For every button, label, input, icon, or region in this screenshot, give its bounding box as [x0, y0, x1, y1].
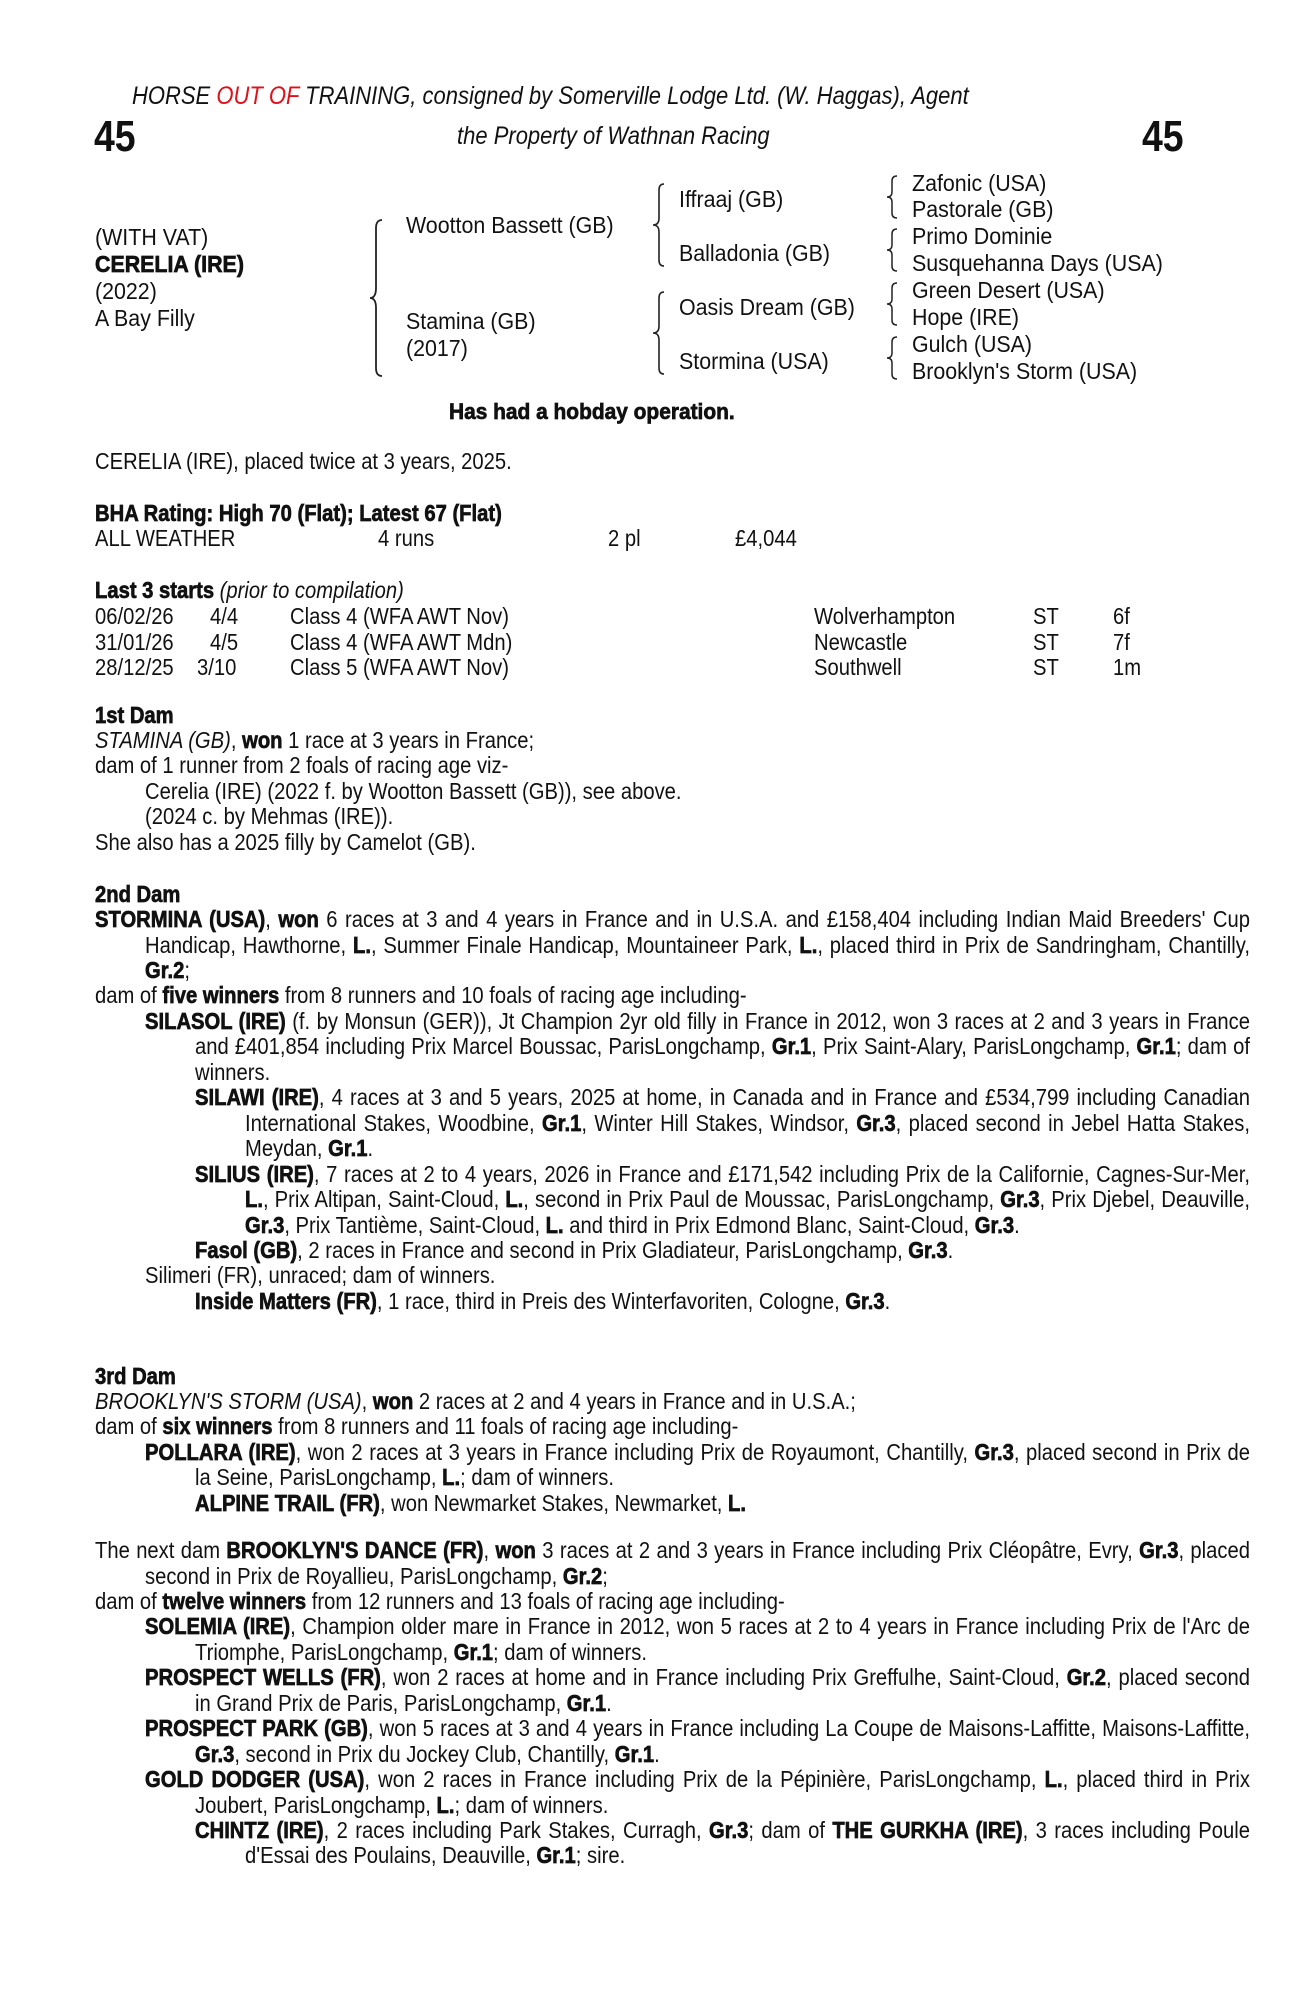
text-run: ; dam of winners. — [493, 1638, 647, 1665]
bold-text-run: Gr.1 — [542, 1109, 582, 1136]
bold-text-run: twelve winners — [162, 1587, 307, 1614]
g3-brace-icon — [886, 227, 902, 273]
text-run: , 2 races including Park Stakes, Curragh, — [323, 1816, 710, 1843]
bold-text-run: Gr.1 — [1136, 1033, 1176, 1060]
text-run: , Prix Tantième, Saint-Cloud, — [284, 1211, 546, 1238]
pedigree-paragraph — [145, 1614, 1250, 1665]
text-run: from 8 runners and 11 foals of racing age including- — [272, 1413, 739, 1440]
text-run: ; dam of winners. — [454, 1791, 609, 1818]
bold-text-run: STORMINA (USA) — [95, 906, 266, 932]
text-run: , — [361, 1388, 373, 1414]
bold-text-run: Gr.2 — [562, 1562, 603, 1589]
text-run: ; — [184, 957, 190, 983]
bold-text-run: Gr.3 — [1000, 1186, 1040, 1212]
pedigree-paragraph — [95, 907, 1250, 984]
start-race: Class 4 (WFA AWT Mdn) — [290, 628, 513, 655]
text-run: dam of — [95, 1413, 163, 1440]
bold-text-run: L. — [436, 1791, 455, 1818]
text-run: , 7 races at 2 to 4 years, 2026 in France and £171,542 including Prix de la Californie, Cagnes-Sur-Mer, — [313, 1160, 1250, 1187]
text-run: , Summer Finale Handicap, Mountaineer Park, — [370, 931, 800, 958]
last-starts-title: Last 3 starts — [95, 577, 215, 603]
last-starts-subtitle: (prior to compilation) — [219, 577, 404, 603]
race-summary: CERELIA (IRE), placed twice at 3 years, 2025. — [95, 448, 512, 474]
pedigree-brace-icon — [368, 218, 388, 378]
pedigree-g3-2: Pastorale (GB) — [912, 196, 1054, 222]
bold-text-run: Gr.3 — [974, 1438, 1014, 1465]
start-course: Newcastle — [814, 628, 908, 655]
text-run: 2 races at 2 and 4 years in France and in U.S.A.; — [413, 1388, 856, 1414]
bold-text-run: Gr.2 — [1066, 1664, 1107, 1691]
start-going: ST — [1033, 628, 1059, 655]
pedigree-paragraph — [95, 830, 1200, 856]
bold-text-run: Gr.1 — [328, 1135, 368, 1162]
text-run: 3 races at 2 and 3 years in France including Prix Cléopâtre, Evry, — [535, 1537, 1140, 1563]
bold-text-run: won — [278, 906, 319, 932]
pedigree-paragraph — [145, 779, 1200, 805]
text-run: dam of — [95, 1587, 163, 1614]
pedigree-paragraph — [145, 1009, 1250, 1086]
last-starts-heading — [95, 577, 404, 604]
bold-text-run: Gr.1 — [771, 1033, 812, 1060]
text-run: ; dam of winners. — [194, 1033, 1250, 1085]
start-dist: 1m — [1113, 654, 1142, 680]
text-run: , placed third in Prix Joubert, ParisLongchamp, — [194, 1766, 1250, 1818]
pedigree-g3-7: Gulch (USA) — [912, 331, 1033, 357]
pedigree-paragraph — [95, 1589, 1200, 1615]
record-earnings: £4,044 — [735, 525, 797, 551]
text-run: , 4 races at 3 and 5 years, 2025 at home, in Canada and in France and £534,799 including Canadian International Stakes, Woodbine, — [244, 1084, 1250, 1136]
text-run: , — [265, 906, 279, 932]
italic-text-run: STAMINA (GB) — [95, 727, 231, 753]
text-run: , second in Prix Paul de Moussac, ParisLongchamp, — [523, 1186, 1001, 1212]
text-run: , placed second in Prix de Royallieu, ParisLongchamp, — [144, 1537, 1250, 1589]
pedigree-paragraph — [195, 1085, 1250, 1162]
bold-text-run: L. — [505, 1186, 524, 1212]
text-run: Cerelia (IRE) (2022 f. by Wootton Bassett (GB)), see above. — [145, 777, 682, 804]
pedigree-paragraph — [145, 1767, 1250, 1818]
text-run: , won 2 races in France including Prix de la Pépinière, ParisLongchamp, — [364, 1766, 1045, 1793]
bold-text-run: L. — [799, 931, 818, 958]
pedigree-paragraph — [145, 1665, 1250, 1716]
g3-brace-icon — [886, 281, 902, 327]
text-run: . — [947, 1236, 954, 1263]
pedigree-paragraph — [145, 1716, 1250, 1767]
text-run: from 8 runners and 10 foals of racing age including- — [279, 982, 747, 1009]
catalogue-header-consignor — [132, 82, 969, 111]
bold-text-run: Gr.3 — [974, 1211, 1015, 1238]
bold-text-run: Gr.1 — [453, 1638, 494, 1665]
bold-text-run: Gr.3 — [845, 1287, 885, 1314]
pedigree-sire-dam: Balladonia (GB) — [679, 240, 830, 266]
text-run: and third in Prix Edmond Blanc, Saint-Cloud, — [563, 1211, 975, 1238]
bold-text-run: Gr.3 — [709, 1816, 749, 1843]
text-run: 6 races at 3 and 4 years in France and in U.S.A. and £158,404 including Indian Maid Breeders' Cup Handicap, Hawthorne, — [144, 906, 1251, 958]
text-run: 1 race at 3 years in France; — [282, 727, 535, 753]
text-run: The next dam — [95, 1537, 227, 1563]
pedigree-g3-6: Hope (IRE) — [912, 304, 1019, 330]
text-run: ; sire. — [575, 1842, 626, 1869]
lot-number-right: 45 — [1142, 112, 1184, 161]
bold-text-run: L. — [442, 1464, 461, 1491]
text-run: , second in Prix du Jockey Club, Chantilly, — [234, 1740, 615, 1767]
start-race: Class 5 (WFA AWT Nov) — [290, 654, 509, 680]
pedigree-paragraph — [195, 1818, 1250, 1869]
italic-text-run: TRAINING, consigned by Somerville Lodge Ltd. (W. Haggas), Agent — [299, 82, 969, 110]
start-pos: 4/5 — [210, 628, 239, 655]
text-run: , Winter Hill Stakes, Windsor, — [581, 1109, 857, 1136]
vat-status: (WITH VAT) — [95, 224, 209, 250]
pedigree-paragraph — [95, 1414, 1200, 1440]
text-run: , won 5 races at 3 and 4 years in France including La Coupe de Maisons-Laffitte, Maisons-Laffitte, — [367, 1715, 1250, 1742]
bold-text-run: won — [372, 1388, 414, 1414]
bold-text-run: SILASOL (IRE) — [145, 1007, 286, 1034]
text-run: dam of 1 runner from 2 foals of racing age viz- — [95, 752, 509, 779]
pedigree-paragraph — [195, 1162, 1250, 1239]
record-surface: ALL WEATHER — [95, 525, 236, 551]
start-date: 31/01/26 — [95, 628, 174, 655]
bold-text-run: L. — [728, 1489, 747, 1516]
start-course: Southwell — [814, 654, 902, 680]
bold-text-run: L. — [244, 1186, 263, 1212]
text-run: , Prix Djebel, Deauville, — [1039, 1186, 1250, 1212]
pedigree-paragraph — [95, 1538, 1250, 1589]
bold-text-run: GOLD DODGER (USA) — [145, 1766, 365, 1793]
dam2-heading: 2nd Dam — [95, 881, 181, 907]
pedigree-g3-1: Zafonic (USA) — [912, 170, 1047, 196]
text-run: , placed third in Prix de Sandringham, Chantilly, — [817, 931, 1250, 958]
pedigree-g3-5: Green Desert (USA) — [912, 277, 1105, 303]
record-placed: 2 pl — [608, 525, 641, 551]
start-date: 28/12/25 — [95, 654, 174, 680]
bold-text-run: L. — [352, 931, 371, 958]
bold-text-run: ALPINE TRAIL (FR) — [195, 1489, 380, 1516]
bold-text-run: Gr.1 — [566, 1689, 607, 1716]
text-run: from 12 runners and 13 foals of racing age including- — [306, 1587, 785, 1614]
text-run: ; dam of winners. — [460, 1464, 615, 1491]
text-run: , placed second in Jebel Hatta Stakes, Meydan, — [244, 1109, 1250, 1162]
bold-text-run: PROSPECT PARK (GB) — [145, 1715, 368, 1742]
pedigree-paragraph — [145, 804, 1200, 830]
start-dist: 6f — [1113, 603, 1130, 629]
pedigree-paragraph — [95, 1389, 1200, 1415]
g3-brace-icon — [886, 335, 902, 381]
dam3-heading: 3rd Dam — [95, 1363, 176, 1389]
pedigree-dam-year: (2017) — [406, 335, 468, 361]
bold-text-run: five winners — [162, 982, 280, 1009]
text-run: . — [654, 1740, 660, 1767]
catalogue-header-property: the Property of Wathnan Racing — [457, 122, 770, 150]
bold-text-run: L. — [545, 1211, 564, 1238]
start-course: Wolverhampton — [814, 603, 956, 629]
pedigree-dam-sire: Oasis Dream (GB) — [679, 294, 855, 320]
bold-text-run: won — [242, 727, 283, 753]
text-run: , won 2 races at 3 years in France including Prix de Royaumont, Chantilly, — [295, 1438, 975, 1465]
text-run: , won Newmarket Stakes, Newmarket, — [379, 1489, 729, 1516]
record-runs: 4 runs — [378, 525, 435, 551]
bold-text-run: Fasol (GB) — [195, 1236, 298, 1263]
bold-text-run: Gr.3 — [244, 1211, 285, 1238]
start-pos: 4/4 — [210, 603, 239, 629]
bold-text-run: Gr.1 — [614, 1740, 655, 1767]
pedigree-paragraph — [145, 1440, 1250, 1491]
pedigree-dam: Stamina (GB) — [406, 308, 536, 334]
bold-text-run: THE GURKHA (IRE) — [832, 1816, 1023, 1843]
text-run: , Prix Altipan, Saint-Cloud, — [262, 1186, 506, 1212]
text-run: , won 2 races at home and in France including Prix Greffulhe, Saint-Cloud, — [380, 1664, 1067, 1691]
pedigree-paragraph — [95, 753, 1200, 779]
text-run: ; dam of — [748, 1816, 833, 1843]
horse-name: CERELIA (IRE) — [95, 251, 244, 277]
horse-year: (2022) — [95, 278, 157, 304]
start-going: ST — [1033, 654, 1059, 680]
bold-text-run: L. — [1044, 1766, 1063, 1793]
bold-text-run: CHINTZ (IRE) — [195, 1816, 324, 1843]
bold-text-run: Inside Matters (FR) — [195, 1287, 377, 1314]
text-run: . — [606, 1689, 612, 1716]
g3-brace-icon — [886, 174, 902, 220]
text-run: . — [884, 1287, 891, 1314]
text-run: , — [230, 727, 243, 753]
bha-rating: BHA Rating: High 70 (Flat); Latest 67 (Flat) — [95, 500, 502, 526]
text-run: (2024 c. by Mehmas (IRE)). — [145, 803, 394, 830]
pedigree-paragraph — [95, 983, 1200, 1009]
text-run: , placed second in Grand Prix de Paris, ParisLongchamp, — [194, 1664, 1250, 1716]
hobday-note: Has had a hobday operation. — [449, 399, 735, 424]
italic-text-run: HORSE — [132, 82, 217, 110]
text-run: , 1 race, third in Preis des Winterfavoriten, Cologne, — [376, 1287, 846, 1314]
italic-text-run: OUT OF — [216, 82, 300, 110]
bold-text-run: won — [495, 1537, 536, 1563]
text-run: , Prix Saint-Alary, ParisLongchamp, — [811, 1033, 1137, 1060]
pedigree-sire-sire: Iffraaj (GB) — [679, 186, 784, 212]
bold-text-run: Gr.3 — [1139, 1537, 1179, 1563]
pedigree-sire: Wootton Bassett (GB) — [406, 212, 614, 238]
text-run: , 2 races in France and second in Prix Gladiateur, ParisLongchamp, — [297, 1236, 909, 1263]
bold-text-run: SOLEMIA (IRE) — [145, 1613, 291, 1640]
text-run: , Champion older mare in France in 2012, won 5 races at 2 to 4 years in France including Prix de l'Arc de Triomphe, ParisLongchamp, — [194, 1613, 1250, 1665]
pedigree-g3-4: Susquehanna Days (USA) — [912, 250, 1163, 276]
start-dist: 7f — [1113, 628, 1130, 655]
bold-text-run: Gr.3 — [856, 1109, 896, 1136]
text-run: . — [1014, 1211, 1020, 1238]
text-run: ; — [602, 1562, 608, 1589]
bold-text-run: PROSPECT WELLS (FR) — [145, 1664, 381, 1691]
bold-text-run: Gr.1 — [536, 1842, 576, 1869]
italic-text-run: BROOKLYN'S STORM (USA) — [95, 1388, 362, 1414]
dam1-heading: 1st Dam — [95, 702, 174, 728]
pedigree-g3-3: Primo Dominie — [912, 223, 1053, 249]
pedigree-g3-8: Brooklyn's Storm (USA) — [912, 358, 1138, 384]
text-run: , 3 races including Poule d'Essai des Poulains, Deauville, — [244, 1816, 1250, 1869]
bold-text-run: Gr.2 — [144, 957, 185, 983]
bold-text-run: POLLARA (IRE) — [145, 1438, 296, 1465]
start-race: Class 4 (WFA AWT Nov) — [290, 603, 509, 629]
pedigree-paragraph — [195, 1289, 1200, 1315]
pedigree-paragraph — [195, 1491, 1200, 1517]
bold-text-run: Gr.3 — [194, 1740, 235, 1767]
pedigree-dam-dam: Stormina (USA) — [679, 348, 829, 374]
pedigree-paragraph — [195, 1238, 1200, 1264]
text-run: (f. by Monsun (GER)), Jt Champion 2yr old filly in France in 2012, won 3 races at 2 and 3 years in France and £401,854 including Prix Marcel Boussac, ParisLongchamp, — [194, 1007, 1250, 1060]
lot-number-left: 45 — [94, 112, 136, 161]
bold-text-run: SILIUS (IRE) — [195, 1160, 314, 1187]
pedigree-paragraph — [145, 1263, 1200, 1289]
text-run: , — [483, 1537, 496, 1563]
sire-brace-icon — [652, 182, 670, 268]
pedigree-paragraph — [95, 728, 1200, 754]
text-run: dam of — [95, 982, 163, 1009]
horse-description: A Bay Filly — [95, 305, 195, 331]
dam-brace-icon — [652, 290, 670, 376]
text-run: , placed second in Prix de la Seine, ParisLongchamp, — [194, 1438, 1250, 1491]
start-date: 06/02/26 — [95, 603, 174, 629]
bold-text-run: Gr.3 — [908, 1236, 948, 1263]
start-pos: 3/10 — [197, 654, 237, 680]
text-run: Silimeri (FR), unraced; dam of winners. — [145, 1262, 496, 1289]
text-run: She also has a 2025 filly by Camelot (GB). — [95, 828, 476, 855]
bold-text-run: six winners — [162, 1413, 273, 1440]
text-run: . — [367, 1135, 374, 1162]
bold-text-run: SILAWI (IRE) — [195, 1084, 319, 1111]
start-going: ST — [1033, 603, 1059, 629]
bold-text-run: BROOKLYN'S DANCE (FR) — [226, 1537, 484, 1563]
